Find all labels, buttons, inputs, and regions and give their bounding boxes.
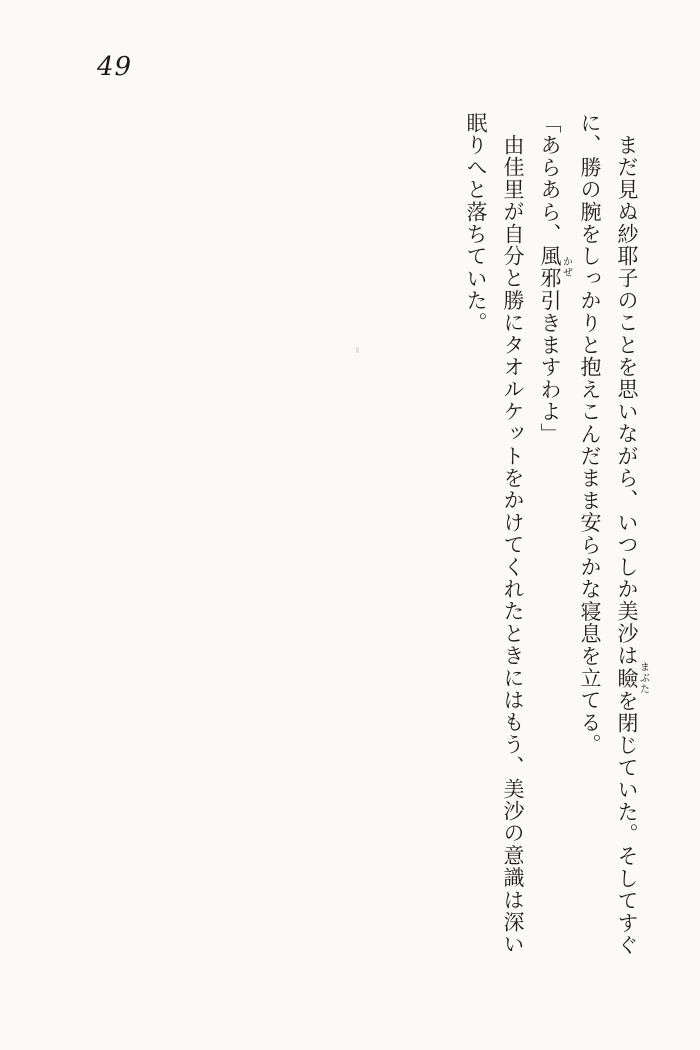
text-run: を閉じていた。そしてすぐ xyxy=(615,689,639,957)
ruby-annotated-word: 風邪かぜ xyxy=(538,245,572,290)
text-line xyxy=(608,112,648,957)
text-run: 眠りへと落ちていた。 xyxy=(464,112,488,334)
text-run: に、勝の腕をしっかりと抱えこんだまま安らかな寝息を立てる。 xyxy=(578,112,602,756)
ruby-annotated-word: 瞼まぶた xyxy=(615,661,649,695)
text-line xyxy=(571,112,608,957)
text-line xyxy=(531,112,571,957)
page-number: 49 xyxy=(97,52,133,82)
text-line xyxy=(457,112,494,957)
scan-artifact xyxy=(356,347,359,353)
text-run: まだ見ぬ紗耶子のことを思いながら、いつしか美沙は xyxy=(615,134,639,667)
text-run: 引きますわよ」 xyxy=(538,289,562,446)
text-run: 「あらあら、 xyxy=(538,112,562,246)
furigana: かぜ xyxy=(560,245,572,290)
text-line xyxy=(494,112,531,957)
text-run: 由佳里が自分と勝にタオルケットをかけてくれたときにはもう、美沙の意識は深い xyxy=(501,134,525,956)
furigana: まぶた xyxy=(637,661,649,695)
vertical-text-block xyxy=(457,112,648,957)
